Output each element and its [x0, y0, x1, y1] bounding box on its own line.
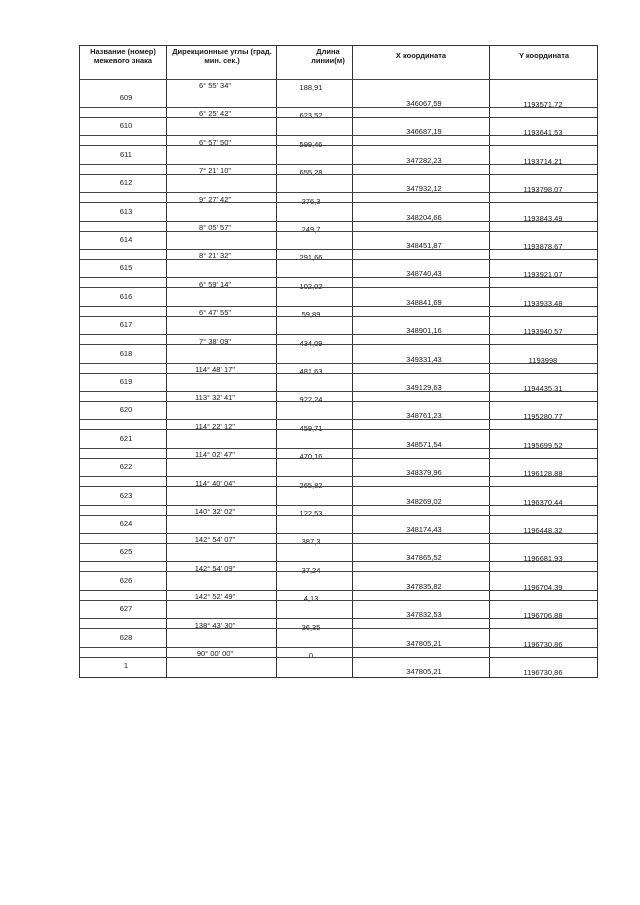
point-name-cell: 626: [119, 575, 133, 585]
row-divider: [80, 448, 597, 449]
x-coordinate-cell: 347805,21: [406, 638, 442, 648]
angle-cell: 114° 22' 12": [195, 421, 235, 431]
y-coordinate-cell: 1193641,53: [523, 128, 563, 138]
y-coordinate-cell: 1193940,57: [523, 327, 563, 337]
x-coordinate-cell: 348451,87: [406, 241, 442, 250]
row-divider: [80, 174, 597, 175]
angle-cell: 6° 57' 50": [198, 137, 232, 147]
row-divider: [80, 458, 597, 459]
y-coordinate-cell: 1196706,88: [523, 611, 563, 621]
y-coordinate-cell: 1193933,48: [523, 298, 563, 308]
length-cell: 265,82: [299, 480, 323, 490]
column-divider: [489, 46, 490, 677]
point-name-cell: 628: [119, 632, 133, 642]
row-divider: [80, 145, 597, 146]
point-name-cell: 618: [119, 348, 133, 358]
y-coordinate-cell: 1196704,39: [523, 582, 563, 592]
angle-cell: 142° 54' 09": [194, 563, 236, 573]
row-divider: [80, 401, 597, 402]
angle-cell: 140° 32' 02": [194, 507, 236, 516]
length-cell: 36,35: [301, 622, 321, 632]
row-divider: [80, 249, 597, 250]
angle-cell: 138° 43' 30": [194, 620, 236, 630]
row-divider: [80, 192, 597, 193]
length-cell: 459,71: [299, 423, 323, 433]
point-name-cell: 615: [119, 263, 133, 273]
row-divider: [80, 618, 597, 619]
length-cell: 434,09: [299, 338, 323, 348]
x-coordinate-cell: 348901,16: [406, 326, 442, 336]
angle-cell: 114° 02' 47": [195, 450, 235, 460]
y-coordinate-cell: 1193843,49: [523, 213, 563, 223]
point-name-cell: 620: [119, 405, 133, 415]
angle-cell: 90° 00' 00": [196, 649, 234, 658]
y-coordinate-cell: 1193998: [528, 355, 558, 365]
length-cell: 655,28: [299, 168, 323, 178]
length-cell: 291,66: [299, 253, 323, 263]
angle-cell: 8° 05' 57": [198, 223, 232, 232]
x-coordinate-cell: 348174,43: [406, 525, 442, 534]
length-cell: 37,24: [301, 565, 321, 575]
row-divider: [80, 287, 597, 288]
header-name: Название (номер) межевого знака: [90, 47, 156, 65]
y-coordinate-cell: 1193921,07: [523, 270, 563, 280]
row-divider: [80, 135, 597, 136]
point-name-cell: 614: [119, 235, 133, 244]
point-name-cell: 612: [119, 178, 133, 188]
point-name-cell: 622: [119, 462, 133, 472]
header-divider: [80, 79, 597, 80]
y-coordinate-cell: 1196448,32: [523, 526, 563, 535]
y-coordinate-cell: 1193798,07: [523, 185, 563, 195]
point-name-cell: 623: [119, 490, 133, 500]
row-divider: [80, 164, 597, 165]
x-coordinate-cell: 346067,59: [406, 99, 442, 108]
row-divider: [80, 647, 597, 648]
length-cell: 470,16: [299, 452, 323, 462]
length-cell: 102,02: [299, 281, 323, 291]
x-coordinate-cell: 347282,23: [406, 155, 442, 165]
point-name-cell: 624: [119, 519, 133, 528]
x-coordinate-cell: 348269,02: [406, 496, 442, 506]
row-divider: [80, 429, 597, 430]
point-name-cell: 617: [119, 320, 133, 330]
row-divider: [80, 561, 597, 562]
row-divider: [80, 373, 597, 374]
row-divider: [80, 628, 597, 629]
row-divider: [80, 590, 597, 591]
y-coordinate-cell: 1195699,52: [523, 440, 563, 450]
angle-cell: 7° 21' 10": [198, 166, 232, 176]
angle-cell: 6° 25' 42": [198, 109, 232, 119]
length-cell: 0: [308, 651, 314, 660]
length-cell: 387,3: [301, 537, 321, 547]
y-coordinate-cell: 1196730,86: [523, 668, 563, 677]
point-name-cell: 609: [119, 93, 133, 102]
length-cell: 922,24: [299, 395, 323, 405]
row-divider: [80, 316, 597, 317]
row-divider: [80, 334, 597, 335]
row-divider: [80, 259, 597, 260]
angle-cell: 113° 32' 41": [195, 393, 235, 403]
point-name-cell: 621: [119, 433, 133, 443]
column-divider: [276, 46, 277, 677]
angle-cell: 9° 27' 42": [198, 194, 232, 204]
x-coordinate-cell: 349331,43: [406, 354, 442, 364]
row-divider: [80, 571, 597, 572]
row-divider: [80, 277, 597, 278]
length-cell: 59,89: [301, 310, 321, 320]
angle-cell: 6° 47' 55": [198, 308, 232, 318]
point-name-cell: 625: [119, 547, 133, 557]
coordinates-table: [79, 45, 598, 678]
row-divider: [80, 600, 597, 601]
y-coordinate-cell: 1193571,72: [523, 100, 563, 109]
row-divider: [80, 344, 597, 345]
x-coordinate-cell: 347932,12: [406, 184, 442, 194]
point-name-cell: 610: [119, 121, 133, 131]
angle-cell: 114° 48' 17": [195, 365, 235, 374]
point-name-cell: 619: [119, 377, 133, 386]
angle-cell: 6° 59' 14": [198, 279, 232, 289]
angle-cell: 114° 40' 04": [195, 478, 235, 488]
x-coordinate-cell: 348761,23: [406, 411, 442, 421]
y-coordinate-cell: 1196370,44: [523, 497, 563, 507]
x-coordinate-cell: 348740,43: [406, 269, 442, 279]
x-coordinate-cell: 348841,69: [406, 297, 442, 307]
header-length: Длина линии(м): [311, 47, 345, 65]
point-name-cell: 1: [123, 661, 129, 670]
angle-cell: 142° 52' 49": [194, 592, 236, 602]
row-divider: [80, 306, 597, 307]
row-divider: [80, 107, 597, 108]
row-divider: [80, 363, 597, 364]
row-divider: [80, 391, 597, 392]
y-coordinate-cell: 1196681,93: [523, 554, 563, 564]
row-divider: [80, 486, 597, 487]
row-divider: [80, 476, 597, 477]
angle-cell: 6° 55' 34": [198, 81, 232, 90]
row-divider: [80, 231, 597, 232]
x-coordinate-cell: 348571,54: [406, 439, 442, 449]
length-cell: 4,13: [303, 594, 319, 604]
angle-cell: 142° 54' 07": [194, 535, 236, 545]
row-divider: [80, 657, 597, 658]
point-name-cell: 611: [120, 149, 132, 159]
length-cell: 188,91: [299, 83, 323, 92]
row-divider: [80, 515, 597, 516]
length-cell: 599,46: [299, 139, 323, 149]
x-coordinate-cell: 347835,82: [406, 581, 442, 591]
length-cell: 276,3: [301, 196, 321, 206]
y-coordinate-cell: 1193878,67: [523, 242, 563, 251]
row-divider: [80, 221, 597, 222]
angle-cell: 7° 38' 09": [198, 336, 232, 346]
header-y: Y координата: [518, 51, 570, 60]
row-divider: [80, 117, 597, 118]
y-coordinate-cell: 1194435,31: [523, 384, 563, 393]
x-coordinate-cell: 347832,53: [406, 610, 442, 620]
length-cell: 122,53: [299, 509, 323, 518]
length-cell: 481,63: [299, 367, 323, 376]
row-divider: [80, 543, 597, 544]
header-x: X координата: [395, 51, 447, 60]
y-coordinate-cell: 1196730,86: [523, 639, 563, 649]
point-name-cell: 616: [119, 291, 133, 301]
x-coordinate-cell: 349129,63: [406, 383, 442, 392]
point-name-cell: 613: [119, 206, 133, 216]
header-angle: Дирекционные углы (град. мин. сек.): [172, 47, 272, 65]
row-divider: [80, 419, 597, 420]
y-coordinate-cell: 1195280,77: [523, 412, 563, 422]
angle-cell: 8° 21' 32": [198, 251, 232, 261]
row-divider: [80, 505, 597, 506]
x-coordinate-cell: 348204,66: [406, 212, 442, 222]
row-divider: [80, 533, 597, 534]
x-coordinate-cell: 346687,19: [406, 127, 442, 137]
point-name-cell: 627: [119, 604, 133, 614]
column-divider: [352, 46, 353, 677]
y-coordinate-cell: 1196128,88: [523, 469, 563, 479]
column-divider: [166, 46, 167, 677]
length-cell: 623,52: [299, 111, 323, 121]
x-coordinate-cell: 347805,21: [406, 667, 442, 676]
x-coordinate-cell: 348379,96: [406, 468, 442, 478]
row-divider: [80, 202, 597, 203]
length-cell: 249,7: [301, 225, 321, 234]
x-coordinate-cell: 347865,52: [406, 553, 442, 563]
y-coordinate-cell: 1193714,21: [523, 156, 563, 166]
